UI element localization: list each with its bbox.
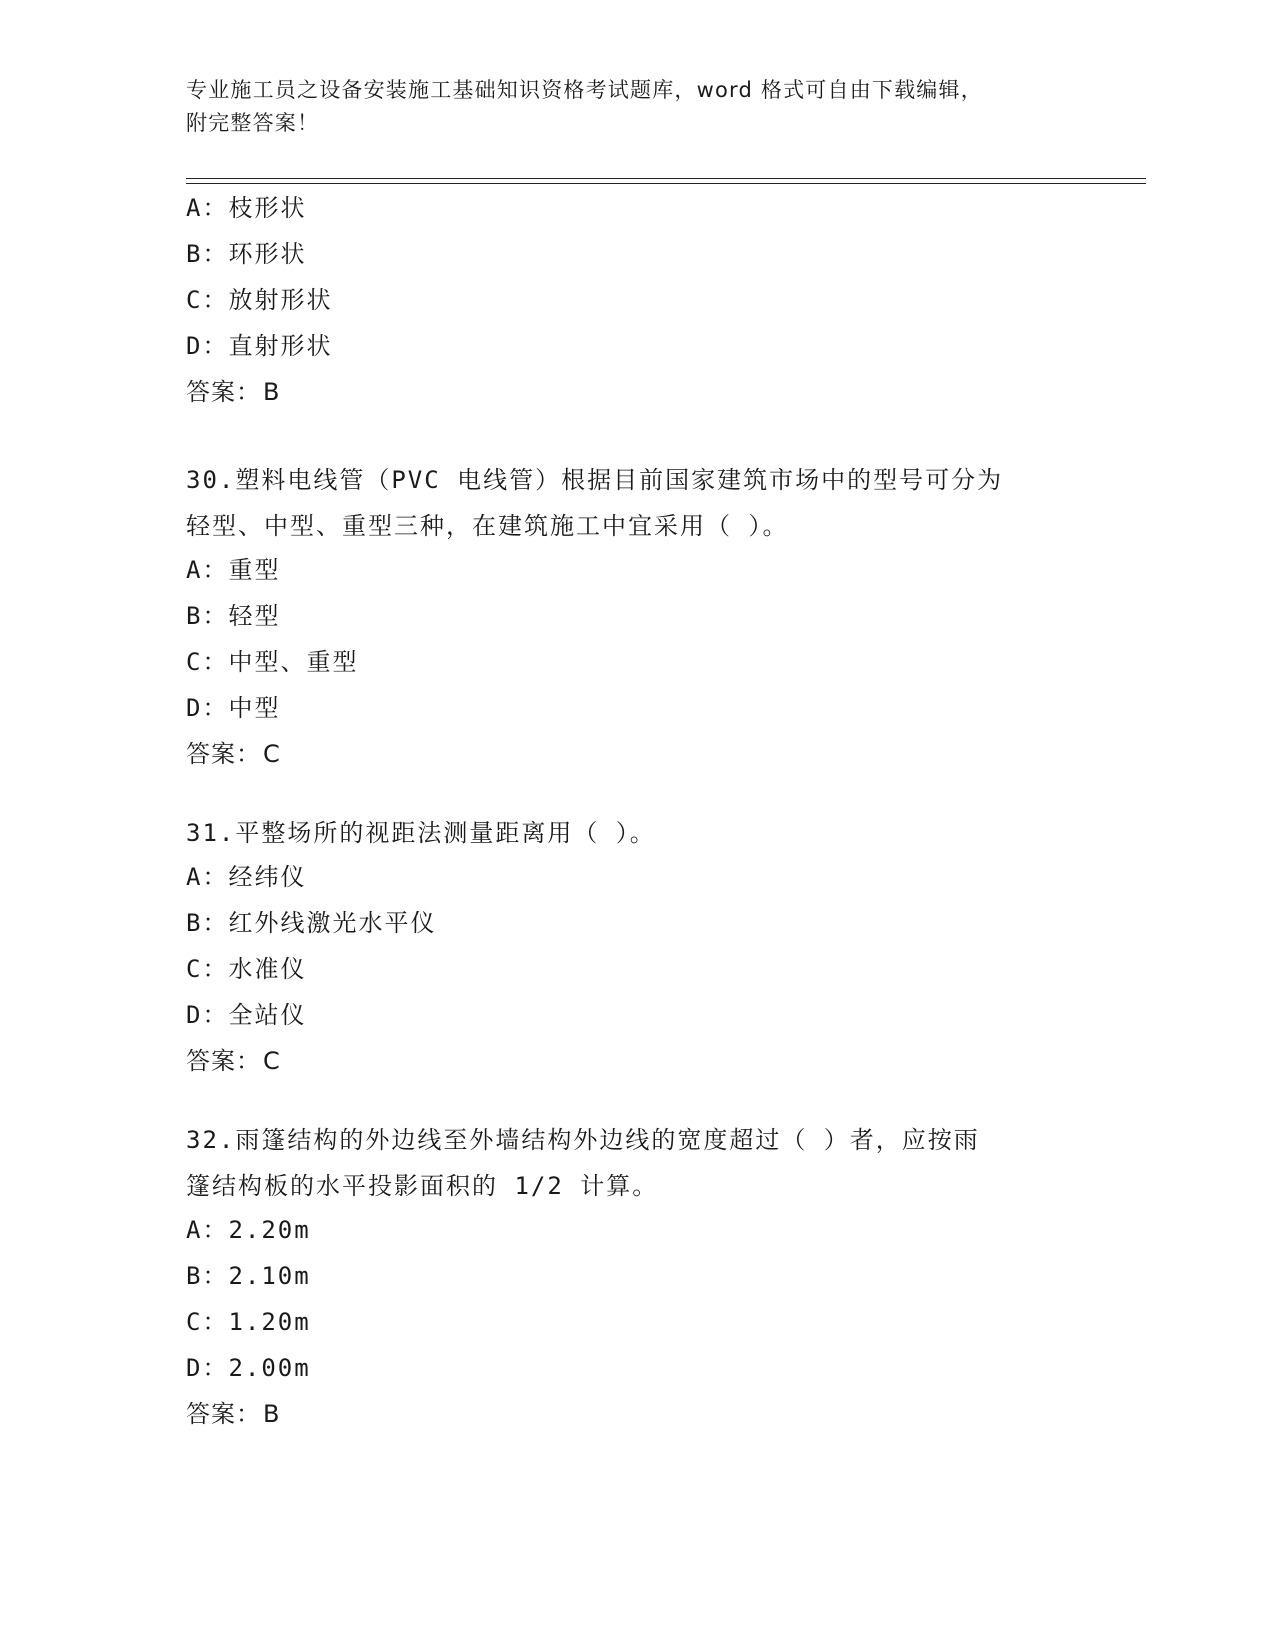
option-a: A：重型: [186, 556, 281, 584]
option-c: C：水准仪: [186, 955, 307, 983]
header-line-1: 专业施工员之设备安装施工基础知识资格考试题库，word 格式可自由下载编辑，: [186, 78, 983, 102]
question-stem-line-2: 轻型、中型、重型三种，在建筑施工中宜采用（ ）。: [186, 512, 789, 540]
question-stem-line-1: 32.雨篷结构的外边线至外墙结构外边线的宽度超过（ ）者，应按雨: [186, 1126, 980, 1154]
question-stem-line-1: 31.平整场所的视距法测量距离用（ ）。: [186, 819, 656, 847]
answer-value: C: [263, 1047, 281, 1075]
question-stem-line-2: 篷结构板的水平投影面积的 1/2 计算。: [186, 1172, 659, 1200]
option-d: D：中型: [186, 694, 281, 722]
question-stem-line-1: 30.塑料电线管（PVC 电线管）根据目前国家建筑市场中的型号可分为: [186, 466, 1004, 494]
answer-line: 答案：B: [186, 1400, 281, 1428]
option-c: C：中型、重型: [186, 648, 359, 676]
question-30: [186, 457, 1086, 785]
option-d: D：直射形状: [186, 332, 333, 360]
option-b: B：环形状: [186, 240, 307, 268]
header-divider-bottom: [186, 183, 1146, 184]
option-a: A：2.20m: [186, 1216, 311, 1244]
header-divider-top: [186, 178, 1146, 179]
header-line-2: 附完整答案！: [186, 111, 320, 135]
answer-value: C: [263, 740, 281, 768]
document-header: [186, 74, 1066, 140]
answer-value: B: [263, 1400, 281, 1428]
answer-line: 答案：C: [186, 740, 281, 768]
question-32: [186, 1117, 1086, 1445]
question-31: [186, 810, 1086, 1092]
option-d: D：2.00m: [186, 1354, 311, 1382]
answer-line: 答案：B: [186, 378, 281, 406]
answer-value: B: [263, 378, 281, 406]
option-d: D：全站仪: [186, 1001, 307, 1029]
option-b: B：2.10m: [186, 1262, 311, 1290]
option-a: A：经纬仪: [186, 863, 307, 891]
option-c: C：放射形状: [186, 286, 333, 314]
option-a: A：枝形状: [186, 194, 307, 222]
question-29-continued: [186, 193, 1086, 423]
option-b: B：轻型: [186, 602, 281, 630]
answer-line: 答案：C: [186, 1047, 281, 1075]
option-c: C：1.20m: [186, 1308, 311, 1336]
option-b: B：红外线激光水平仪: [186, 909, 437, 937]
